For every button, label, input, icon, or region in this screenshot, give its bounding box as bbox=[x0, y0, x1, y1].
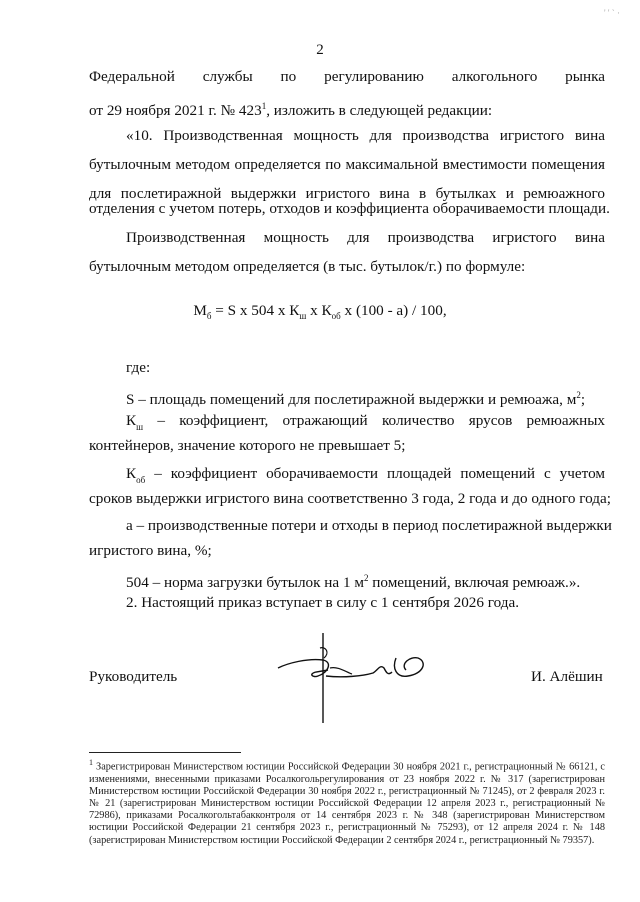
definition-ksh bbox=[126, 411, 605, 437]
formula-sub: ш bbox=[299, 311, 307, 322]
formula-m: М bbox=[193, 302, 207, 319]
footnote-text: Зарегистрирован Министерством юстиции Российской Федерации 30 ноября 2021 г., регистрационный № 66121, с изменениями, внесенными приказами Росалкогольрегулирования от 23 ноября 2022 г. № 317 (зарегистрирован Министерством юстиции Российской Федерации 30 ноября 2022 г., регистрационный № 71245), от 2 февраля 2023 г. № 21 (зарегистрирован Министерством юстиции Российской Федерации 12 апреля 2023 г., регистрационный № 72986), приказами Росалкогольтабакконтроля от 14 сентября 2023 г. № 348 (зарегистрирован Министерством юстиции Российской Федерации 21 сентября 2023 г., регистрационный № 75293), от 12 апреля 2024 г. № 148 (зарегистрирован Министерством юстиции Российской Федерации 2 сентября 2024 г., регистрационный № 79357). bbox=[89, 761, 605, 846]
definition-kob-cont: сроков выдержки игристого вина соответственно 3 года, 2 года и до одного года; bbox=[89, 490, 611, 507]
formula-part: х (100 - а) / 100, bbox=[340, 302, 447, 319]
signatory-name: И. Алёшин bbox=[531, 668, 603, 685]
intro-text: от 29 ноября 2021 г. № 423 bbox=[89, 102, 262, 120]
formula-sub: б bbox=[206, 311, 212, 322]
superscript: 2 bbox=[576, 390, 581, 400]
capacity-line: бутылочным методом определяется (в тыс. бутылок/г.) по формуле: bbox=[89, 258, 526, 275]
corner-mark: ' ' ` · bbox=[604, 8, 620, 18]
intro-text: , изложить в следующей редакции: bbox=[266, 102, 493, 120]
formula-sub: об bbox=[331, 311, 341, 322]
intro-word: рынка bbox=[565, 68, 605, 85]
item10-line: для послетиражной выдержки игристого вина в бутылках и ремюажного bbox=[89, 185, 605, 202]
definition-text: ; bbox=[580, 391, 586, 409]
footnote-mark: 1 bbox=[89, 758, 93, 767]
definition-symbol: К bbox=[126, 412, 137, 429]
intro-word: по bbox=[280, 68, 297, 85]
intro-word: регулированию bbox=[324, 68, 424, 85]
intro-word: службы bbox=[202, 68, 253, 85]
definition-a-cont: игристого вина, %; bbox=[89, 542, 212, 559]
definition-s bbox=[126, 385, 585, 410]
handwritten-signature bbox=[268, 628, 438, 728]
intro-word: Федеральной bbox=[89, 68, 175, 85]
capacity-line: Производственная мощность для производства игристого вина bbox=[126, 229, 605, 246]
footnote-ref: 1 bbox=[261, 101, 267, 111]
definition-ksh-cont: контейнеров, значение которого не превышает 5; bbox=[89, 437, 406, 454]
definition-text: помещений, включая ремюаж.». bbox=[368, 574, 581, 592]
definition-text: 504 – норма загрузки бутылок на 1 м bbox=[126, 574, 364, 592]
page-number: 2 bbox=[316, 42, 324, 58]
subscript: ш bbox=[136, 422, 144, 432]
item10-line: «10. Производственная мощность для производства игристого вина bbox=[126, 127, 605, 144]
definition-text: – коэффициент оборачиваемости площадей помещений с учетом bbox=[145, 465, 605, 482]
definition-a: а – производственные потери и отходы в период послетиражной выдержки bbox=[126, 517, 612, 534]
formula-part: х К bbox=[306, 302, 332, 319]
superscript: 2 bbox=[363, 573, 369, 583]
definition-text: – коэффициент, отражающий количество ярусов ремюажных bbox=[143, 412, 605, 429]
definition-symbol: К bbox=[126, 465, 137, 482]
footnote-divider bbox=[89, 752, 241, 753]
item10-line: бутылочным методом определяется по максимальной вместимости помещения bbox=[89, 156, 605, 173]
intro-line-2 bbox=[89, 96, 492, 121]
signatory-title: Руководитель bbox=[89, 668, 178, 685]
item10-line: отделения с учетом потерь, отходов и коэффициента оборачиваемости площади. bbox=[89, 200, 610, 217]
intro-word: алкогольного bbox=[451, 68, 538, 85]
footnote bbox=[89, 757, 605, 847]
item-2: 2. Настоящий приказ вступает в силу с 1 сентября 2026 года. bbox=[126, 594, 520, 611]
subscript: об bbox=[136, 475, 146, 485]
formula bbox=[0, 302, 640, 321]
definition-kob bbox=[126, 464, 605, 490]
formula-part: = S х 504 х К bbox=[211, 302, 300, 319]
intro-line-1 bbox=[89, 67, 605, 87]
definition-504 bbox=[126, 568, 580, 593]
definition-text: S – площадь помещений для послетиражной выдержки и ремюажа, м bbox=[126, 391, 577, 409]
where-label: где: bbox=[126, 359, 151, 376]
